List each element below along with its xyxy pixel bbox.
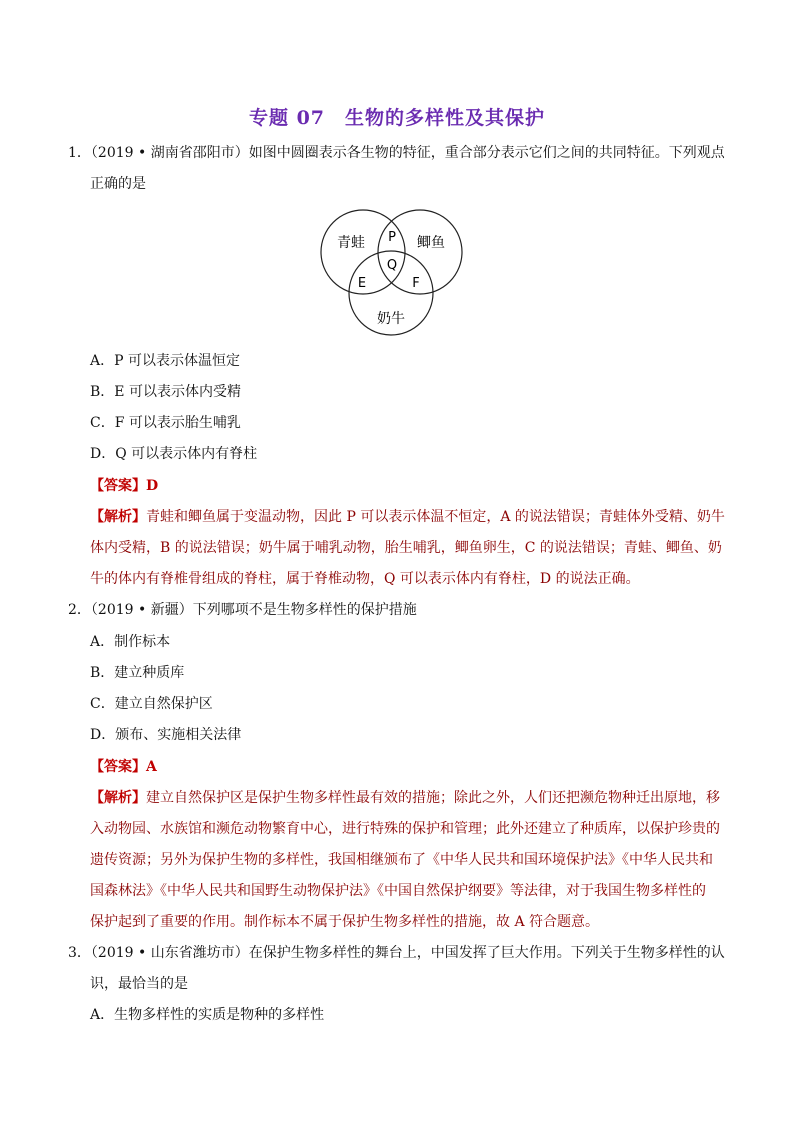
analysis-text: 青蛙和鲫鱼属于变温动物，因此 P 可以表示体温不恒定，A 的说法错误；青蛙体外受精、奶牛 bbox=[146, 509, 725, 525]
q2-option-d: D．颁布、实施相关法律 bbox=[90, 727, 242, 743]
q1-analysis-line-1 bbox=[90, 507, 725, 527]
venn-diagram bbox=[318, 205, 478, 340]
q1-option-c: C．F 可以表示胎生哺乳 bbox=[90, 415, 241, 431]
venn-label-q: Q bbox=[386, 258, 398, 273]
q2-option-c: C．建立自然保护区 bbox=[90, 696, 213, 712]
q1-analysis-line-3: 牛的体内有脊椎骨组成的脊柱，属于脊椎动物，Q 可以表示体内有脊柱，D 的说法正确。 bbox=[90, 571, 640, 587]
answer-label: 【答案】 bbox=[90, 478, 146, 494]
venn-circle-carp bbox=[378, 210, 462, 294]
question-3-stem-cont: 识，最恰当的是 bbox=[90, 976, 188, 992]
venn-label-carp: 鲫鱼 bbox=[417, 235, 445, 251]
question-3-stem: 3．（2019 • 山东省潍坊市）在保护生物多样性的舞台上，中国发挥了巨大作用。下列关于生物多样性的认 bbox=[68, 945, 725, 961]
answer-value: A bbox=[146, 759, 157, 775]
q1-answer bbox=[90, 476, 158, 496]
analysis-text: 建立自然保护区是保护生物多样性最有效的措施；除此之外，人们还把濒危物种迁出原地，移 bbox=[146, 790, 720, 806]
page-title: 专题 07 生物的多样性及其保护 bbox=[248, 107, 546, 129]
venn-label-f: F bbox=[412, 276, 420, 291]
q2-option-a: A．制作标本 bbox=[90, 634, 171, 650]
q1-analysis-line-2: 体内受精，B 的说法错误；奶牛属于哺乳动物，胎生哺乳，鲫鱼卵生，C 的说法错误；青蛙、鲫鱼、奶 bbox=[90, 540, 722, 556]
venn-label-frog: 青蛙 bbox=[337, 235, 365, 251]
q2-analysis-line-5: 保护起到了重要的作用。制作标本不属于保护生物多样性的措施，故 A 符合题意。 bbox=[90, 914, 600, 930]
q2-answer bbox=[90, 757, 157, 777]
q2-analysis-line-3: 遗传资源；另外为保护生物的多样性，我国相继颁布了《中华人民共和国环境保护法》《中华人民共和 bbox=[90, 852, 713, 868]
answer-label: 【答案】 bbox=[90, 759, 146, 775]
q1-option-b: B．E 可以表示体内受精 bbox=[90, 384, 241, 400]
venn-label-cow: 奶牛 bbox=[377, 311, 405, 327]
question-1-stem-cont: 正确的是 bbox=[90, 176, 146, 192]
analysis-label: 【解析】 bbox=[90, 790, 146, 806]
q1-option-a: A．P 可以表示体温恒定 bbox=[90, 353, 240, 369]
q2-analysis-line-2: 入动物园、水族馆和濒危动物繁育中心，进行特殊的保护和管理；此外还建立了种质库，以保护珍贵的 bbox=[90, 821, 720, 837]
q2-analysis-line-1 bbox=[90, 788, 720, 808]
analysis-label: 【解析】 bbox=[90, 509, 146, 525]
venn-label-e: E bbox=[357, 276, 367, 291]
answer-value: D bbox=[146, 478, 159, 494]
question-2-stem: 2．（2019 • 新疆）下列哪项不是生物多样性的保护措施 bbox=[68, 602, 417, 618]
q2-analysis-line-4: 国森林法》《中华人民共和国野生动物保护法》《中国自然保护纲要》等法律，对于我国生物多样性的 bbox=[90, 883, 706, 899]
venn-label-p: P bbox=[388, 230, 396, 245]
q1-option-d: D．Q 可以表示体内有脊柱 bbox=[90, 446, 258, 462]
q2-option-b: B．建立种质库 bbox=[90, 665, 185, 681]
question-1-stem: 1．（2019 • 湖南省邵阳市）如图中圆圈表示各生物的特征，重合部分表示它们之间的共同特征。下列观点 bbox=[68, 145, 725, 161]
q3-option-a: A．生物多样性的实质是物种的多样性 bbox=[90, 1007, 325, 1023]
